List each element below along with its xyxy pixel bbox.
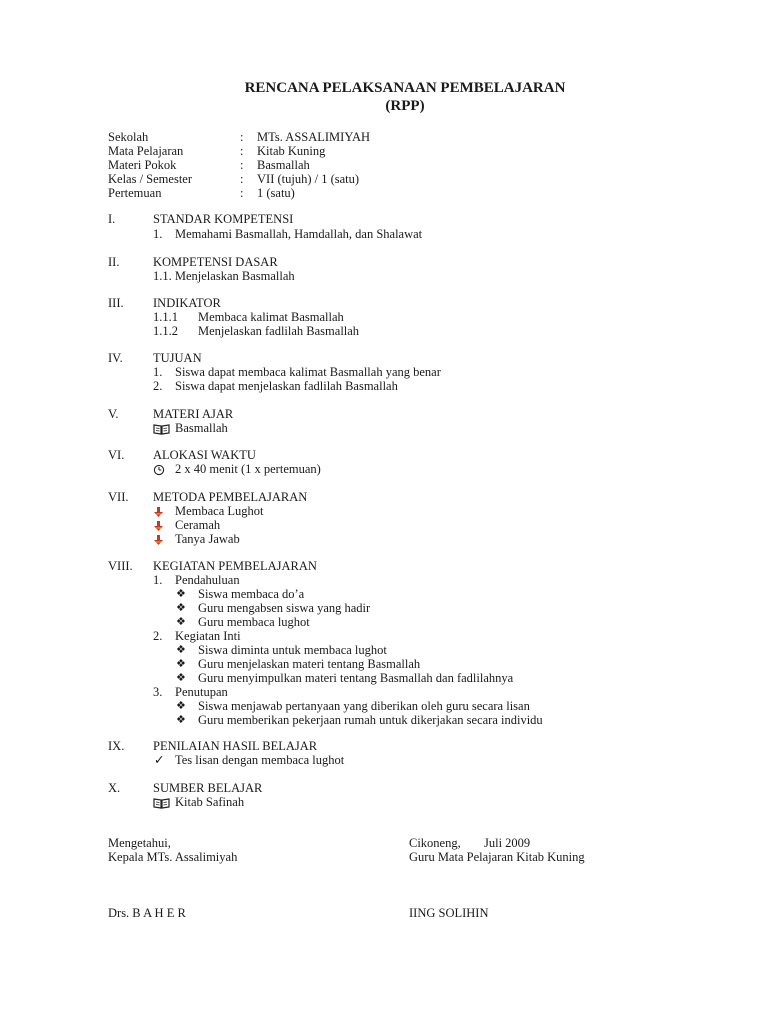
section-number: VI.	[108, 448, 125, 462]
diamond-bullet-icon: ❖	[176, 714, 186, 726]
document-subtitle: (RPP)	[385, 98, 425, 114]
section-title: INDIKATOR	[153, 296, 221, 310]
signature-left-heading: Mengetahui,	[108, 836, 171, 850]
list-item: Guru mengabsen siswa yang hadir	[198, 601, 371, 615]
list-item: Penutupan	[175, 685, 228, 699]
identity-separator: :	[240, 186, 244, 200]
section-title: KEGIATAN PEMBELAJARAN	[153, 559, 317, 573]
diamond-bullet-icon: ❖	[176, 672, 186, 684]
section-title: PENILAIAN HASIL BELAJAR	[153, 739, 318, 753]
list-item: 2 x 40 menit (1 x pertemuan)	[175, 462, 321, 476]
section-number: IV.	[108, 351, 123, 365]
diamond-bullet-icon: ❖	[176, 602, 186, 614]
section-number: VIII.	[108, 559, 133, 573]
identity-value: VII (tujuh) / 1 (satu)	[257, 172, 360, 186]
list-item: 1.1. Menjelaskan Basmallah	[153, 269, 295, 283]
identity-value: 1 (satu)	[257, 186, 295, 200]
list-number: 1.	[153, 227, 163, 241]
identity-value: Kitab Kuning	[257, 144, 326, 158]
clock-icon	[153, 462, 165, 476]
list-item: Tanya Jawab	[175, 532, 240, 546]
identity-separator: :	[240, 172, 244, 186]
list-item: Membaca kalimat Basmallah	[198, 310, 344, 324]
section-number: X.	[108, 781, 121, 795]
book-icon	[153, 795, 170, 809]
identity-separator: :	[240, 158, 244, 172]
identity-label: Sekolah	[108, 130, 149, 144]
identity-label: Mata Pelajaran	[108, 144, 184, 158]
list-item: Ceramah	[175, 518, 221, 532]
list-number: 1.	[153, 365, 163, 379]
list-number: 2.	[153, 629, 163, 643]
signature-right-name: IING SOLIHIN	[409, 906, 489, 920]
arrow-bullet-icon	[153, 532, 165, 546]
identity-value: MTs. ASSALIMIYAH	[257, 130, 371, 144]
section-title: STANDAR KOMPETENSI	[153, 212, 294, 226]
section-number: I.	[108, 212, 116, 226]
section-number: VII.	[108, 490, 129, 504]
identity-label: Materi Pokok	[108, 158, 177, 172]
list-item: Siswa menjawab pertanyaan yang diberikan oleh guru secara lisan	[198, 699, 530, 713]
section-title: TUJUAN	[153, 351, 202, 365]
list-item: Tes lisan dengan membaca lughot	[175, 753, 345, 767]
section-number: III.	[108, 296, 124, 310]
signature-date: Juli 2009	[484, 836, 531, 850]
list-item: Guru memberikan pekerjaan rumah untuk dikerjakan secara individu	[198, 713, 543, 727]
diamond-bullet-icon: ❖	[176, 588, 186, 600]
list-item: Guru membaca lughot	[198, 615, 310, 629]
document-title: RENCANA PELAKSANAAN PEMBELAJARAN	[244, 80, 566, 96]
list-item: Siswa dapat menjelaskan fadlilah Basmallah	[175, 379, 398, 393]
section-title: KOMPETENSI DASAR	[153, 255, 278, 269]
checkmark-icon: ✓	[154, 753, 165, 767]
list-item: Kitab Safinah	[175, 795, 245, 809]
diamond-bullet-icon: ❖	[176, 616, 186, 628]
section-title: ALOKASI WAKTU	[153, 448, 256, 462]
section-title: METODA PEMBELAJARAN	[153, 490, 308, 504]
list-item: Menjelaskan fadlilah Basmallah	[198, 324, 360, 338]
list-number: 2.	[153, 379, 163, 393]
section-title: SUMBER BELAJAR	[153, 781, 263, 795]
identity-separator: :	[240, 144, 244, 158]
signature-right-role: Guru Mata Pelajaran Kitab Kuning	[409, 850, 585, 864]
list-item: Siswa dapat membaca kalimat Basmallah yang benar	[175, 365, 441, 379]
list-number: 3.	[153, 685, 163, 699]
list-item: Basmallah	[175, 421, 228, 435]
list-number: 1.	[153, 573, 163, 587]
diamond-bullet-icon: ❖	[176, 644, 186, 656]
list-number: 1.1.1	[153, 310, 178, 324]
section-title: MATERI AJAR	[153, 407, 234, 421]
signature-place: Cikoneng,	[409, 836, 461, 850]
list-item: Siswa membaca do’a	[198, 587, 305, 601]
section-number: IX.	[108, 739, 125, 753]
list-item: Memahami Basmallah, Hamdallah, dan Shalawat	[175, 227, 423, 241]
diamond-bullet-icon: ❖	[176, 658, 186, 670]
arrow-bullet-icon	[153, 518, 165, 532]
identity-label: Pertemuan	[108, 186, 162, 200]
list-number: 1.1.2	[153, 324, 178, 338]
book-icon	[153, 421, 170, 435]
section-number: II.	[108, 255, 120, 269]
identity-label: Kelas / Semester	[108, 172, 193, 186]
signature-left-role: Kepala MTs. Assalimiyah	[108, 850, 238, 864]
diamond-bullet-icon: ❖	[176, 700, 186, 712]
list-item: Kegiatan Inti	[175, 629, 241, 643]
list-item: Siswa diminta untuk membaca lughot	[198, 643, 387, 657]
signature-left-name: Drs. B A H E R	[108, 906, 186, 920]
list-item: Guru menjelaskan materi tentang Basmallah	[198, 657, 421, 671]
section-number: V.	[108, 407, 119, 421]
list-item: Membaca Lughot	[175, 504, 264, 518]
list-item: Pendahuluan	[175, 573, 240, 587]
list-item: Guru menyimpulkan materi tentang Basmallah dan fadlilahnya	[198, 671, 514, 685]
identity-value: Basmallah	[257, 158, 310, 172]
arrow-bullet-icon	[153, 504, 165, 518]
identity-separator: :	[240, 130, 244, 144]
